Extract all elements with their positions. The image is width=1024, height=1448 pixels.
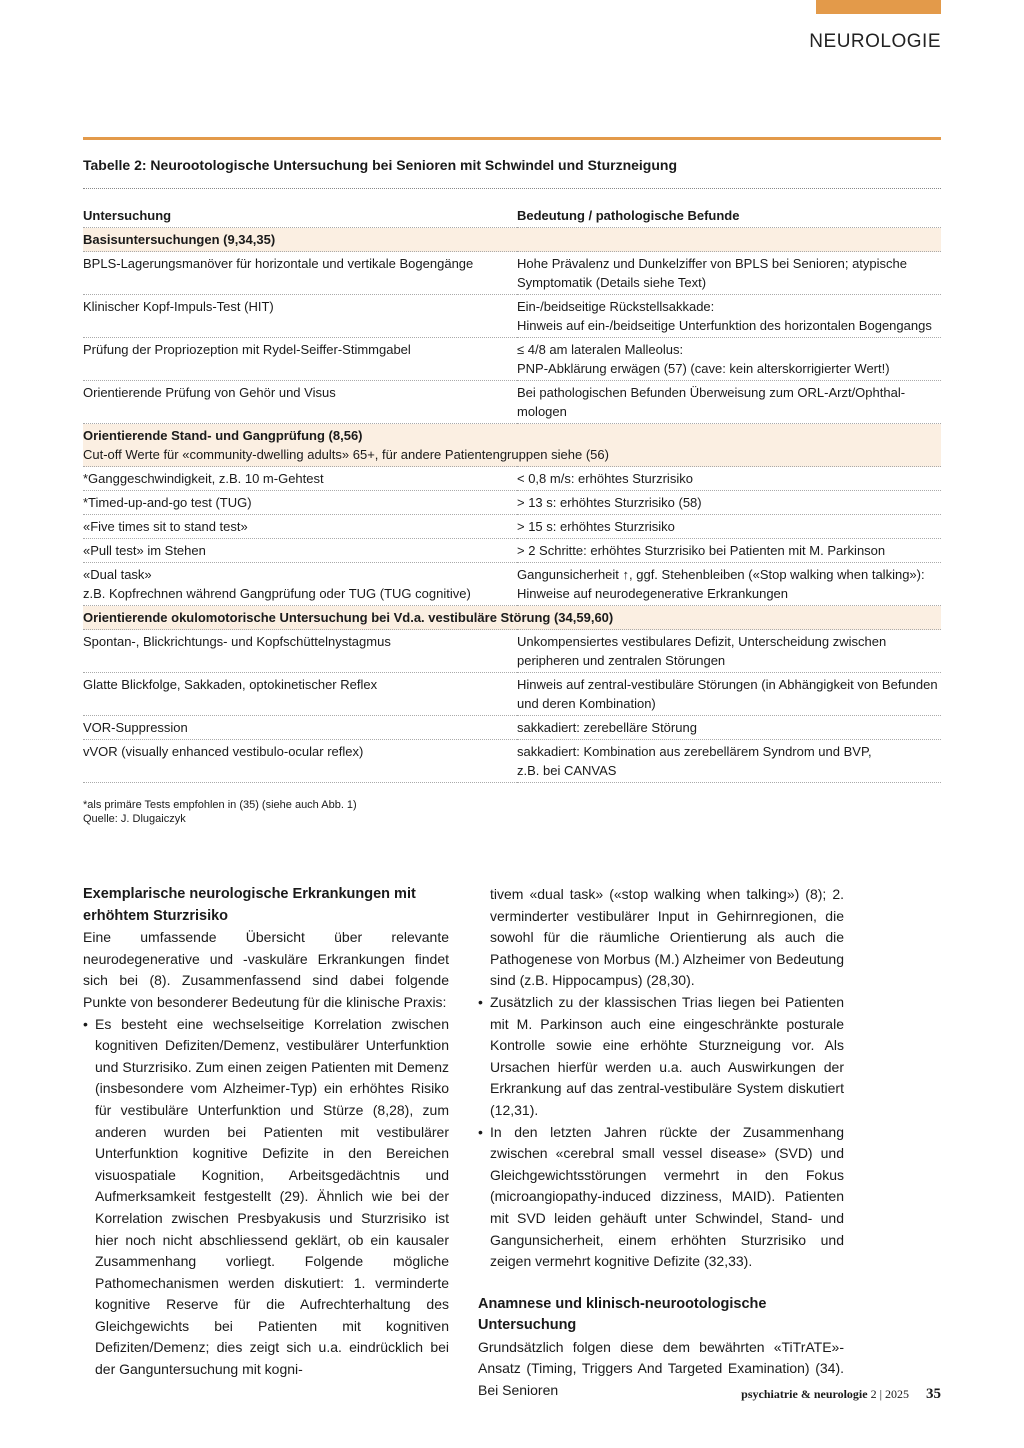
table-group-title: Basisuntersuchungen (9,34,35) [83, 232, 276, 247]
table-row [83, 515, 941, 539]
table-title: Tabelle 2: Neurootologische Untersuchung bei Senioren mit Schwindel und Sturzneigung [83, 157, 678, 173]
issue-number: 2 | 2025 [870, 1387, 909, 1401]
table-title-divider [83, 188, 941, 189]
table-group-row [83, 228, 941, 252]
table-header-row [83, 204, 941, 228]
table-cell-befund: < 0,8 m/s: erhöhtes Sturzrisiko [517, 467, 941, 491]
table-row [83, 295, 941, 338]
table-cell-untersuchung: «Dual task» z.B. Kopfrechnen während Gangprüfung oder TUG (TUG cognitive) [83, 563, 517, 606]
table-cell-untersuchung: *Timed-up-and-go test (TUG) [83, 491, 517, 515]
text-column-right [478, 884, 844, 1402]
table-row [83, 381, 941, 424]
table-cell-untersuchung: *Ganggeschwindigkeit, z.B. 10 m-Gehtest [83, 467, 517, 491]
table-row [83, 630, 941, 673]
table-row [83, 539, 941, 563]
table-cell-befund: > 2 Schritte: erhöhtes Sturzrisiko bei Patienten mit M. Parkinson [517, 539, 941, 563]
table-row [83, 740, 941, 783]
column-header-untersuchung: Untersuchung [83, 204, 517, 228]
table-cell-untersuchung: Glatte Blickfolge, Sakkaden, optokinetischer Reflex [83, 673, 517, 716]
bullet-parkinson: • Zusätzlich zu der klassischen Trias liegen bei Patienten mit M. Parkinson auch eine eingeschränkte posturale Kontrolle sowie eine erhöhte Sturzneigung vor. Als Ursachen hierfür werden u.a. auch Auswirkungen der Erkrankung auf das zentral-vestibuläre System diskutiert (12,31). [478, 992, 844, 1122]
table-cell-untersuchung: Prüfung der Propriozeption mit Rydel-Seiffer-Stimmgabel [83, 338, 517, 381]
table-row [83, 491, 941, 515]
table-row [83, 338, 941, 381]
table-group-cell [83, 606, 941, 630]
table-footnotes [83, 798, 357, 826]
table-cell-befund: > 13 s: erhöhtes Sturzrisiko (58) [517, 491, 941, 515]
table-row [83, 673, 941, 716]
table-group-title: Orientierende okulomotorische Untersuchung bei Vd.a. vestibuläre Störung (34,59,60) [83, 610, 614, 625]
table-cell-befund: Unkompensiertes vestibulares Defizit, Unterscheidung zwischen peripheren und zentralen Störungen [517, 630, 941, 673]
table-cell-befund: Hinweis auf zentral-vestibuläre Störungen (in Abhängigkeit von Befunden und deren Kombination) [517, 673, 941, 716]
accent-bar [816, 0, 941, 14]
table-cell-befund: Ein-/beidseitige Rückstellsakkade: Hinweis auf ein-/beidseitige Unterfunktion des horizontalen Bogengangs [517, 295, 941, 338]
table-cell-untersuchung: BPLS-Lagerungsmanöver für horizontale und vertikale Bogengänge [83, 252, 517, 295]
table-cell-untersuchung: VOR-Suppression [83, 716, 517, 740]
heading-anamnese: Anamnese und klinisch-neurootologische Untersuchung [478, 1295, 767, 1334]
table-row [83, 716, 941, 740]
table-cell-untersuchung: Orientierende Prüfung von Gehör und Visus [83, 381, 517, 424]
text-column-left [83, 884, 449, 1381]
table-cell-untersuchung: Klinischer Kopf-Impuls-Test (HIT) [83, 295, 517, 338]
bullet-svd: • In den letzten Jahren rückte der Zusammenhang zwischen «cerebral small vessel disease» (SVD) und Gleichgewichtsstörungen vermehrt in den Fokus (microangiopathy-induced dizziness, MAID). Patienten mit SVD leiden gehäuft unter Schwindel, Stand- und Gangunsicherheit, einem erhöhten Sturzrisiko und zeigen vermehrt kognitive Defizite (32,33). [478, 1122, 844, 1273]
page-footer [741, 1386, 941, 1403]
table-cell-untersuchung: Spontan-, Blickrichtungs- und Kopfschüttelnystagmus [83, 630, 517, 673]
bullet-dementia-vestibular: • Es besteht eine wechselseitige Korrelation zwischen kognitiven Defiziten/Demenz, vestibulärer Unterfunktion und Sturzrisiko. Zum einen zeigen Patienten mit Demenz (insbesondere vom Alzheimer-Typ) ein erhöhtes Risiko für vestibuläre Unterfunktion und Stürze (8,28), zum anderen wurden bei Patienten mit vestibulärer Unterfunktion kognitive Defizite in den Bereichen visuospatiale Kognition, Arbeitsgedächtnis und Aufmerksamkeit festgestellt (29). Ähnlich wie bei der Korrelation zwischen Presbyakusis und Sturzrisiko ist hier noch nicht abschliessend geklärt, ob ein kausaler Zusammenhang vorliegt. Folgende mögliche Pathomechanismen werden diskutiert: 1. verminderte kognitive Reserve für die Aufrechterhaltung des Gleichgewichts bei Patienten mit kognitiven Defiziten/Demenz; dies zeigt sich u.a. eindrücklich bei der Ganguntersuchung mit kogni- [83, 1014, 449, 1381]
journal-name: psychiatrie & neurologie [741, 1387, 868, 1401]
table-cell-befund: sakkadiert: zerebelläre Störung [517, 716, 941, 740]
footnote-source: Quelle: J. Dlugaiczyk [83, 813, 186, 825]
table-group-row [83, 424, 941, 467]
table-cell-untersuchung: vVOR (visually enhanced vestibulo-ocular reflex) [83, 740, 517, 783]
neurootology-table [83, 204, 941, 783]
table-cell-untersuchung: «Pull test» im Stehen [83, 539, 517, 563]
table-cell-befund: > 15 s: erhöhtes Sturzrisiko [517, 515, 941, 539]
page-number: 35 [926, 1386, 941, 1402]
table-cell-befund: Bei pathologischen Befunden Überweisung zum ORL-Arzt/Ophthal-mologen [517, 381, 941, 424]
table-cell-befund: Gangunsicherheit ↑, ggf. Stehenbleiben («Stop walking when talking»): Hinweise auf neurodegenerative Erkrankungen [517, 563, 941, 606]
table-row [83, 252, 941, 295]
bullet-list-right [478, 884, 844, 1273]
table-group-cell [83, 228, 941, 252]
table-cell-befund: Hohe Prävalenz und Dunkelziffer von BPLS bei Senioren; atypische Symptomatik (Details siehe Text) [517, 252, 941, 295]
footnote-primary-tests: *als primäre Tests empfohlen in (35) (siehe auch Abb. 1) [83, 799, 357, 811]
table-group-title: Orientierende Stand- und Gangprüfung (8,56) [83, 428, 363, 443]
column-header-bedeutung: Bedeutung / pathologische Befunde [517, 204, 941, 228]
table-group-cell [83, 424, 941, 467]
table-group-row [83, 606, 941, 630]
table-cell-untersuchung: «Five times sit to stand test» [83, 515, 517, 539]
table-group-subtitle: Cut-off Werte für «community-dwelling adults» 65+, für andere Patientengruppen siehe (56) [83, 447, 609, 462]
bullet-list-left [83, 1014, 449, 1381]
table-row [83, 563, 941, 606]
table-row [83, 467, 941, 491]
bullet-dementia-continued: tivem «dual task» («stop walking when talking») (8); 2. verminderter vestibulärer Input in Gehirnregionen, die sowohl für die räumliche Orientierung als auch die Pathogenese von Morbus (M.) Alzheimer von Bedeutung sind (z.B. Hippocampus) (28,30). [490, 886, 844, 989]
intro-paragraph: Eine umfassende Übersicht über relevante neurodegenerative und -vaskuläre Erkrankungen findet sich bei (8). Zusammenfassend sind dabei folgende Punkte von besonderer Bedeutung für die klinische Praxis: [83, 929, 449, 1010]
table-top-rule [83, 137, 941, 140]
table-cell-befund: sakkadiert: Kombination aus zerebellärem Syndrom und BVP, z.B. bei CANVAS [517, 740, 941, 783]
heading-neurological-diseases: Exemplarische neurologische Erkrankungen mit erhöhtem Sturzrisiko [83, 886, 416, 924]
anamnese-paragraph: Grundsätzlich folgen diese dem bewährten «TiTrATE»-Ansatz (Timing, Triggers And Targeted Examination) (34). Bei Senioren [478, 1338, 844, 1399]
section-label: NEUROLOGIE [809, 31, 941, 52]
table-cell-befund: ≤ 4/8 am lateralen Malleolus: PNP-Abklärung erwägen (57) (cave: kein alterskorrigierter Wert!) [517, 338, 941, 381]
